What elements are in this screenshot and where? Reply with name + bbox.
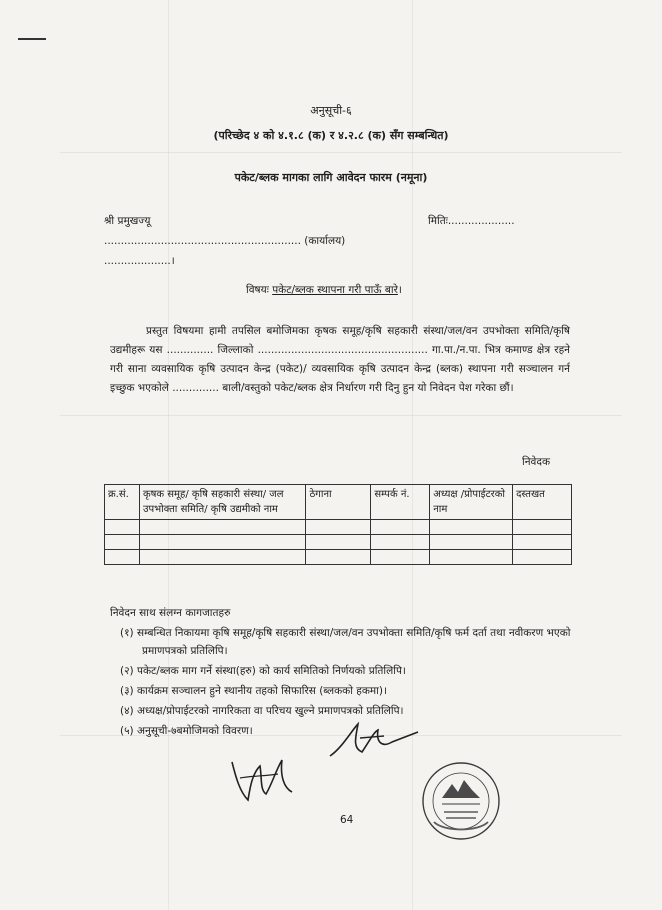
attachment-item: (२) पकेट/ब्लक माग गर्ने संस्था(हरु) को कार्य समितिको निर्णयको प्रतिलिपि। bbox=[120, 665, 406, 677]
col-address: ठेगाना bbox=[306, 485, 371, 520]
col-chairperson-name: अध्यक्ष /प्रोपाईटरको नाम bbox=[430, 485, 513, 520]
office-seal bbox=[420, 760, 502, 842]
attachment-item: (४) अध्यक्ष/प्रोपाईटरको नागरिकता वा परिचय खुल्ने प्रमाणपत्रको प्रतिलिपि। bbox=[120, 705, 404, 717]
table-row bbox=[105, 550, 572, 565]
subject-line bbox=[246, 283, 402, 297]
applicant-table bbox=[104, 484, 572, 565]
col-contact: सम्पर्क नं. bbox=[371, 485, 430, 520]
attachment-item: (१) सम्बन्धित निकायमा कृषि समूह/कृषि सहकारी संस्था/जल/वन उपभोक्ता समिति/कृषि फर्म दर्ता तथा नवीकरण भएको प्रमाणपत्रको प्रतिलिपि। bbox=[120, 627, 571, 657]
col-serial: क्र.सं. bbox=[105, 485, 140, 520]
attachments-title: निवेदन साथ संलग्न कागजातहरु bbox=[110, 607, 231, 619]
body-paragraph-text: प्रस्तुत विषयमा हामी तपसिल बमोजिमका कृषक समूह/कृषि सहकारी संस्था/जल/वन उपभोक्ता समिति/कृषि उद्यमीहरू यस .............. जिल्लाको ................................................... गा.पा./न.पा. भित्र कमाण्ड क्षेत्र रहने गरी साना व्यवसायिक कृषि उत्पादन केन्द्र (पकेट)/ व्यवसायिक कृषि उत्पादन केन्द्र (ब्लक) स्थापना गरी सञ्चालन गर्न इच्छुक भएकोले .............. बाली/वस्तुको पकेट/ब्लक क्षेत्र निर्धारण गरी दिनु हुन यो निवेदन पेश गरेका छौं। bbox=[110, 325, 570, 394]
scan-bleed-line bbox=[60, 415, 622, 416]
signature-left bbox=[226, 748, 296, 808]
page-number: 64 bbox=[340, 814, 354, 826]
recipient-salutation: श्री प्रमुखज्यू bbox=[104, 215, 151, 227]
form-title: पकेट/ब्लक मागका लागि आवेदन फारम (नमूना) bbox=[234, 171, 428, 184]
body-paragraph bbox=[110, 322, 570, 398]
place-line: ....................। bbox=[104, 255, 175, 267]
schedule-number: अनुसूची-६ bbox=[310, 104, 352, 117]
attachment-item: (५) अनुसूची-७बमोजिमको विवरण। bbox=[120, 725, 253, 737]
col-signature: दस्तखत bbox=[513, 485, 572, 520]
office-line: ........................................................... (कार्यालय) bbox=[104, 235, 346, 247]
date-field: मितिः.................... bbox=[428, 215, 515, 227]
signature-right bbox=[322, 718, 422, 768]
applicant-label: निवेदक bbox=[522, 456, 551, 468]
reference-line: (परिच्छेद ४ को ४.१.८ (क) र ४.२.८ (क) सँग सम्बन्धित) bbox=[213, 129, 449, 142]
scan-bleed-line bbox=[60, 152, 622, 153]
attachment-item: (३) कार्यक्रम सञ्चालन हुने स्थानीय तहको सिफारिस (ब्लकको हकमा)। bbox=[120, 685, 387, 697]
subject-label: विषयः bbox=[246, 284, 269, 296]
table-row bbox=[105, 520, 572, 535]
subject-text: पकेट/ब्लक स्थापना गरी पाऊँ बारे bbox=[272, 284, 398, 296]
col-organization-name: कृषक समूह/ कृषि सहकारी संस्था/ जल उपभोक्ता समिति/ कृषि उद्यमीको नाम bbox=[139, 485, 306, 520]
subject-end: । bbox=[397, 284, 402, 296]
scan-corner-mark bbox=[18, 38, 46, 40]
table-row bbox=[105, 535, 572, 550]
table-header-row bbox=[105, 485, 572, 520]
